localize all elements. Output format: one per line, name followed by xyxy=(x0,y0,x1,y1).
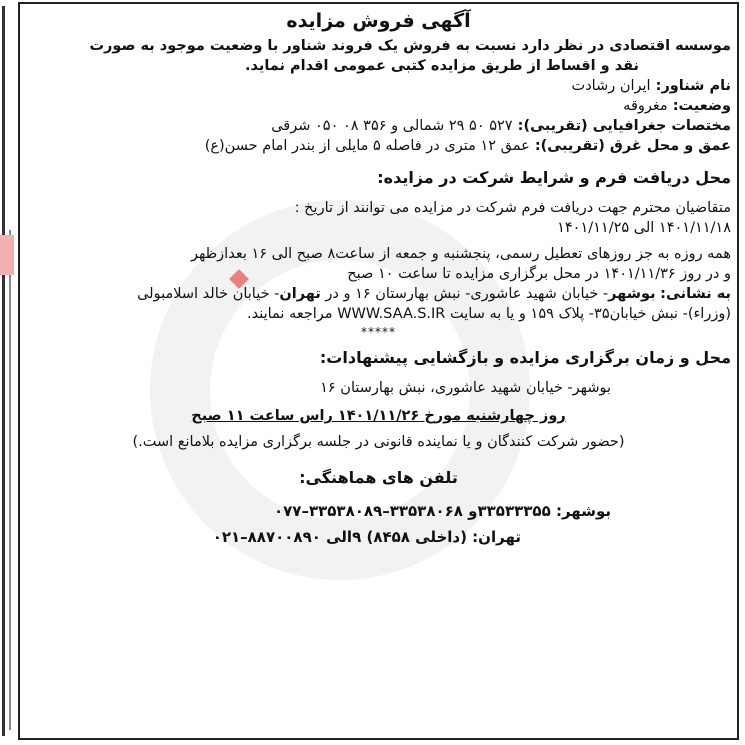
auction-section-heading: محل و زمان برگزاری مزایده و بازگشایی پیشنهادات: xyxy=(319,348,731,367)
vessel-depth-value: عمق ۱۲ متری در فاصله ۵ مایلی از بندر امام حسن(ع) xyxy=(204,138,530,154)
address-label: به نشانی: xyxy=(660,286,731,302)
vessel-name-value: ایران رشادت xyxy=(571,78,651,94)
form-line-1: متقاضیان محترم جهت دریافت فرم شرکت در مزایده می توانند از تاریخ : xyxy=(294,200,731,216)
contact-heading: تلفن های هماهنگی: xyxy=(299,468,458,487)
vessel-coords-label: مختصات جغرافیایی (تقریبی): xyxy=(517,118,731,134)
vessel-depth xyxy=(26,136,731,156)
ad-content xyxy=(26,8,731,550)
form-line-3: همه روزه به جز روزهای تعطیل رسمی، پنجشنبه و جمعه از ساعت۸ صبح الی ۱۶ بعدازظهر xyxy=(190,246,731,262)
vessel-status xyxy=(26,96,731,116)
address-city-tehran: تهران xyxy=(279,286,321,302)
vessel-status-label: وضعیت: xyxy=(672,98,731,114)
form-line-4: و در روز ۱۴۰۱/۱۱/۳۶ در محل برگزاری مزایده تا ساعت ۱۰ صبح xyxy=(347,266,731,282)
form-address-1 xyxy=(26,284,731,304)
page-edge-rule-inner xyxy=(9,230,11,730)
auction-note: (حضور شرکت کنندگان و یا نماینده قانونی در جلسه برگزاری مزایده بلامانع است.) xyxy=(132,434,625,450)
page-edge-color-mark xyxy=(0,235,14,275)
section-divider-stars: ***** xyxy=(361,325,396,339)
form-line-2: ۱۴۰۱/۱۱/۱۸ الی ۱۴۰۱/۱۱/۲۵ xyxy=(557,220,731,236)
auction-time xyxy=(26,406,731,426)
vessel-name xyxy=(26,76,731,96)
form-section-heading: محل دریافت فرم و شرایط شرکت در مزایده: xyxy=(377,168,731,187)
intro-line-2: نقد و اقساط از طریق مزایده کتبی عمومی اقدام نماید. xyxy=(245,58,639,74)
vessel-name-label: نام شناور: xyxy=(655,78,731,94)
auction-place: بوشهر- خیابان شهید عاشوری، نبش بهارستان ۱۶ xyxy=(320,380,611,396)
vessel-status-value: مغروقه xyxy=(623,98,668,114)
contact-tehran: تهران: (داخلی ۸۴۵۸) ۹الی ۸۸۷۰۰۸۹۰–۰۲۱ xyxy=(212,528,521,546)
vessel-depth-label: عمق و محل غرق (تقریبی): xyxy=(534,138,731,154)
address-text-1: - خیابان شهید عاشوری- نبش بهارستان ۱۶ و در xyxy=(325,286,609,302)
form-address-2: (وزراء)- نبش خیابان۳۵- پلاک ۱۵۹ و یا به سایت WWW.SAA.S.IR مراجعه نمایند. xyxy=(246,306,731,322)
contact-bushehr: بوشهر: ۳۳۵۳۳۳۵۵و ۳۳۵۳۸۰۶۸–۳۳۵۳۸۰۸۹–۰۷۷ xyxy=(273,502,611,520)
vessel-coords-value: ۵۲۷ ۵۰ ۲۹ شمالی و ۳۵۶ ۰۸ ۰۵۰ شرقی xyxy=(271,118,513,134)
auction-time-text: روز چهارشنبه مورخ ۱۴۰۱/۱۱/۲۶ راس ساعت ۱۱ صبح xyxy=(191,408,566,424)
address-text-1b: - خیابان خالد اسلامبولی xyxy=(137,286,280,302)
intro-line-1: موسسه اقتصادی در نظر دارد نسبت به فروش یک فروند شناور با وضعیت موجود به صورت xyxy=(89,38,731,54)
vessel-coords xyxy=(26,116,731,136)
ad-title: آگهی فروش مزایده xyxy=(286,10,471,32)
address-city-bushehr: بوشهر xyxy=(608,286,656,302)
page-edge-rule xyxy=(2,6,5,736)
